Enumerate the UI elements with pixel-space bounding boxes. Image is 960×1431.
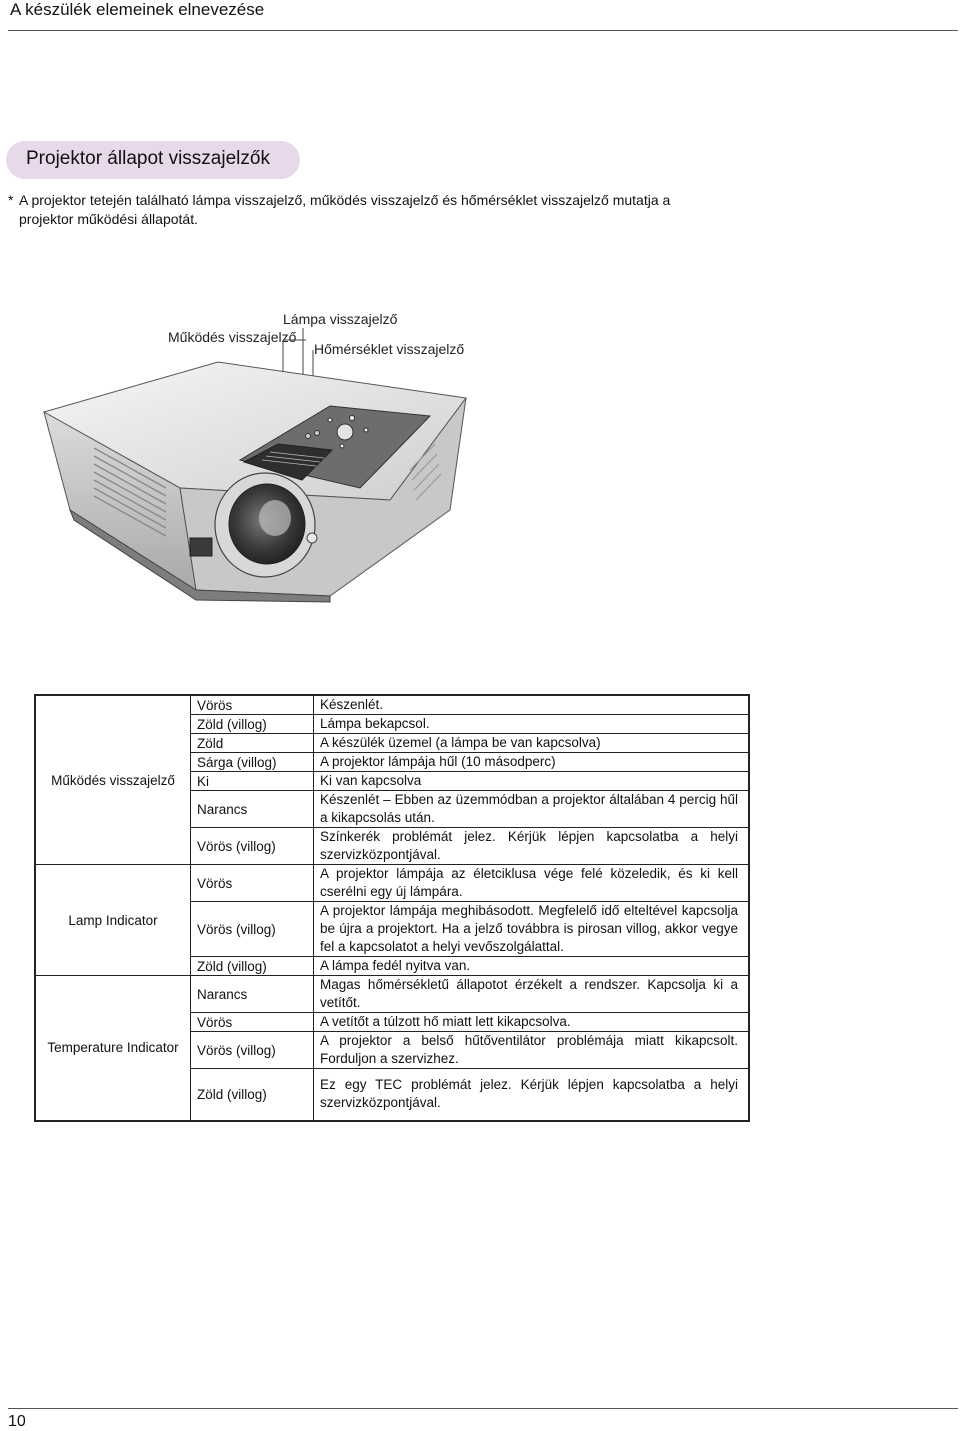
indicator-description: A projektor lámpája hűl (10 másodperc)	[314, 753, 750, 772]
callout-operation-indicator: Működés visszajelző	[168, 329, 297, 345]
page-header-title: A készülék elemeinek elnevezése	[10, 0, 265, 19]
indicator-color: Narancs	[191, 791, 314, 828]
indicator-color: Vörös (villog)	[191, 902, 314, 957]
indicator-description: Ez egy TEC problémát jelez. Kérjük lépjen kapcsolatba a helyi szervizközpontjával.	[314, 1069, 750, 1121]
callout-lamp-indicator: Lámpa visszajelző	[283, 311, 398, 327]
callout-temperature-indicator: Hőmérséklet visszajelző	[314, 341, 465, 357]
indicator-description: A vetítőt a túlzott hő miatt lett kikapcsolva.	[314, 1013, 750, 1032]
indicator-description: Készenlét.	[314, 695, 750, 715]
indicator-color: Narancs	[191, 976, 314, 1013]
indicator-color: Vörös	[191, 1013, 314, 1032]
indicator-color: Zöld	[191, 734, 314, 753]
indicator-color: Zöld (villog)	[191, 715, 314, 734]
intro-text: A projektor tetején található lámpa visszajelző, működés visszajelző és hőmérséklet visszajelző mutatja a projektor működési állapotát.	[19, 192, 671, 227]
table-row	[35, 976, 749, 1013]
indicator-description: A készülék üzemel (a lámpa be van kapcsolva)	[314, 734, 750, 753]
bullet-asterisk: *	[8, 192, 14, 208]
footer-divider	[8, 1408, 958, 1409]
category-lamp-indicator: Lamp Indicator	[35, 865, 191, 976]
section-heading	[6, 141, 300, 179]
indicator-description: A lámpa fedél nyitva van.	[314, 957, 750, 976]
status-indicator-table	[34, 694, 750, 1122]
indicator-description: A projektor lámpája az életciklusa vége felé közeledik, és ki kell cserélni egy új lámpára.	[314, 865, 750, 902]
indicator-color: Ki	[191, 772, 314, 791]
indicator-description: A projektor a belső hűtőventilátor problémája miatt kikapcsolt. Forduljon a szervizhez.	[314, 1032, 750, 1069]
indicator-description: Színkerék problémát jelez. Kérjük lépjen kapcsolatba a helyi szervizközpontjával.	[314, 828, 750, 865]
header-divider	[8, 30, 958, 31]
category-operation-indicator: Működés visszajelző	[35, 695, 191, 865]
indicator-description: Készenlét – Ebben az üzemmódban a projektor általában 4 percig hűl a kikapcsolás után.	[314, 791, 750, 828]
projector-illustration	[30, 320, 480, 610]
indicator-description: Ki van kapcsolva	[314, 772, 750, 791]
indicator-description: Lámpa bekapcsol.	[314, 715, 750, 734]
indicator-color: Sárga (villog)	[191, 753, 314, 772]
indicator-color: Vörös	[191, 695, 314, 715]
indicator-color: Vörös	[191, 865, 314, 902]
category-temperature-indicator: Temperature Indicator	[35, 976, 191, 1121]
table-row	[35, 865, 749, 902]
indicator-color: Vörös (villog)	[191, 1032, 314, 1069]
table-row	[35, 695, 749, 715]
page-number: 10	[8, 1413, 26, 1430]
indicator-color: Zöld (villog)	[191, 1069, 314, 1121]
indicator-color: Zöld (villog)	[191, 957, 314, 976]
indicator-description: Magas hőmérsékletű állapotot érzékelt a rendszer. Kapcsolja ki a vetítőt.	[314, 976, 750, 1013]
indicator-description: A projektor lámpája meghibásodott. Megfelelő idő elteltével kapcsolja be újra a projektort. Ha a jelző továbbra is pirosan villog, akkor vegye fel a kapcsolatot a helyi vevőszolgálattal.	[314, 902, 750, 957]
indicator-color: Vörös (villog)	[191, 828, 314, 865]
intro-paragraph	[8, 191, 728, 229]
section-title: Projektor állapot visszajelzők	[26, 148, 270, 169]
